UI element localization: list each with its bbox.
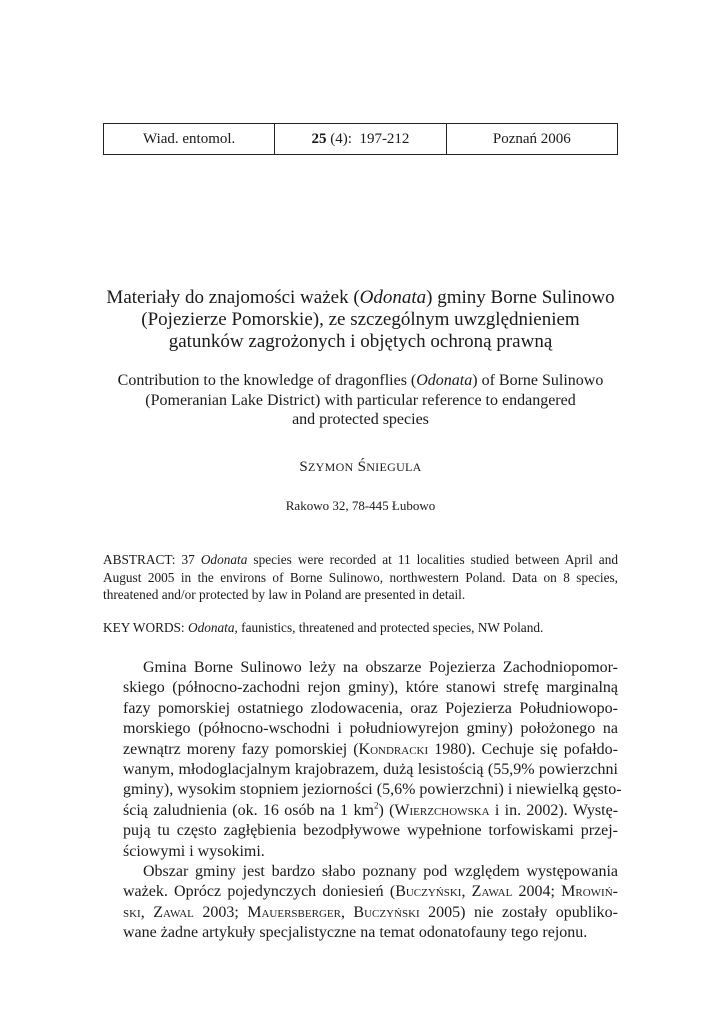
citation: Zawal <box>153 903 194 921</box>
journal-header-box <box>103 123 618 155</box>
journal-name: Wiad. entomol. <box>143 130 236 147</box>
citation: Wierzchowska <box>394 801 490 819</box>
key-words-text: , faunistics, threatened and protected species, NW Poland. <box>234 620 544 635</box>
abstract <box>103 551 618 604</box>
text-line: wane żadne artykuły specjalistyczne na temat odonatofauny tego rejonu. <box>123 924 588 942</box>
issue-pages: (4): 197-212 <box>326 130 410 147</box>
text-line: gminy), wysokim stopniem jeziorności (5,6% powierzchni) i niewielką gęsto- <box>123 781 622 799</box>
author-initial: S <box>299 459 308 475</box>
author-initial: Ś <box>357 459 367 475</box>
abstract-text: species were recorded at 11 localities studied between April and August 2005 in the environs of Borne Sulinowo, northwestern Poland. Data on 8 species, threatened and/or protected by law in Poland are presented in detail. <box>103 552 618 603</box>
volume-issue-pages <box>274 124 445 154</box>
title-english-line-3: and protected species <box>292 411 429 428</box>
text-line: ski, Zawal 2003; Mauersberger, Buczyński 2005) nie zostały opubliko- <box>123 903 618 921</box>
taxon-name: Odonata <box>416 372 473 389</box>
body-text <box>103 658 622 944</box>
text-line: Obszar gminy jest bardzo słabo poznany pod względem występowania <box>143 863 618 881</box>
title-text: ) of Borne Sulinowo <box>472 372 604 389</box>
text-line: ważek. Oprócz pojedynczych doniesień (Buczyński, Zawal 2004; Mrowiń- <box>123 883 618 901</box>
taxon-name: Odonata <box>187 620 235 635</box>
author-address: Rakowo 32, 78-445 Łubowo <box>285 498 436 513</box>
title-text: ) gminy Borne Sulinowo <box>426 287 615 308</box>
taxon-name: Odonata <box>200 552 248 567</box>
text-line: wanym, młodoglacjalnym krajobrazem, dużą lesistością (55,9% powierzchni <box>123 761 618 779</box>
title-english-line-2: (Pomeranian Lake District) with particular reference to endangered <box>145 391 576 409</box>
text-line: skiego (północno-zachodni rejon gminy), które stanowi strefę marginalną <box>123 679 618 697</box>
text-line: fazy pomorskiej ostatniego zlodowacenia, oraz Pojezierza Południowopo- <box>123 699 618 717</box>
title-text: Contribution to the knowledge of dragonflies ( <box>117 372 417 389</box>
paragraph-2 <box>103 862 618 944</box>
text-line: Gmina Borne Sulinowo leży na obszarze Pojezierza Zachodniopomor- <box>143 659 618 676</box>
citation: Buczyński <box>395 883 462 901</box>
title-english-line-1 <box>80 371 641 391</box>
author-name <box>0 459 721 476</box>
author-last-name: NIEGULA <box>366 460 422 474</box>
abstract-label: ABSTRACT: 37 <box>103 552 201 567</box>
citation: Buczyński <box>353 903 420 921</box>
title-polish-line-3: gatunków zagrożonych i objętych ochroną prawną <box>168 331 553 352</box>
title-polish <box>80 287 641 353</box>
taxon-name: Odonata <box>359 287 427 308</box>
citation: Zawal <box>471 883 513 901</box>
author-first-name: ZYMON <box>308 460 354 474</box>
place-year: Poznań 2006 <box>446 124 617 154</box>
citation: Mauersberger <box>247 903 341 921</box>
citation: ski <box>123 903 141 921</box>
paragraph-1 <box>103 658 622 862</box>
title-english <box>80 371 641 430</box>
key-words <box>103 619 618 637</box>
text-line: ściowymi i wysokimi. <box>123 842 265 860</box>
title-text: Materiały do znajomości ważek ( <box>106 287 360 308</box>
text-line: zewnątrz moreny fazy pomorskiej (Kondracki 1980). Cechuje się pofałdo- <box>123 740 618 758</box>
title-polish-line-1 <box>80 287 641 309</box>
text-line: pują tu często zagłębienia bezodpływowe wypełnione torfowiskami przej- <box>123 822 618 840</box>
citation: Mrowiń- <box>561 883 618 901</box>
key-words-label: KEY WORDS: <box>103 620 188 635</box>
text-line: morskiego (północno-wschodni i południowyrejon gminy) położonego na <box>123 720 618 738</box>
text-line: ścią zaludnienia (ok. 16 osób na 1 $km^2$) (Wierzchowska i in. 2002). Wystę- <box>123 800 619 819</box>
citation: Kondracki <box>358 740 429 758</box>
title-polish-line-2: (Pojezierze Pomorskie), ze szczególnym uwzględnieniem <box>141 309 580 330</box>
volume-number: 25 <box>311 130 327 147</box>
